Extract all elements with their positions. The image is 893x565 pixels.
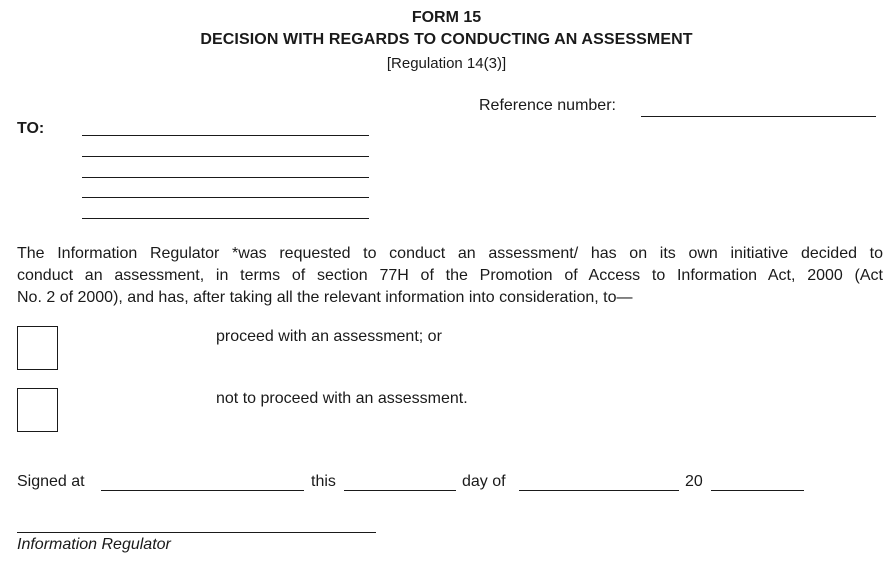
reference-number-field[interactable] [641,116,876,117]
paragraph-line: conduct an assessment, in terms of section 77H of the Promotion of Access to Information Act, 2000 (Act [17,267,883,284]
day-field[interactable] [344,490,456,491]
proceed-option-label: proceed with an assessment; or [216,328,442,345]
not-proceed-option-label: not to proceed with an assessment. [216,390,468,407]
month-field[interactable] [519,490,679,491]
day-of-label: day of [462,473,506,490]
address-line-2[interactable] [82,156,369,157]
signed-at-field[interactable] [101,490,304,491]
this-label: this [311,473,336,490]
form-heading: DECISION WITH REGARDS TO CONDUCTING AN ASSESSMENT [200,31,693,48]
regulator-signature-line[interactable] [17,532,376,533]
address-line-1[interactable] [82,135,369,136]
not-proceed-checkbox[interactable] [17,388,58,432]
regulation-reference: [Regulation 14(3)] [386,55,507,72]
address-line-3[interactable] [82,177,369,178]
year-prefix-label: 20 [685,473,703,490]
paragraph-line: The Information Regulator *was requested to conduct an assessment/ has on its own initiative decided to [17,245,883,262]
form-number: FORM 15 [411,9,482,26]
address-line-4[interactable] [82,197,369,198]
reference-number-label: Reference number: [479,97,616,114]
proceed-checkbox[interactable] [17,326,58,370]
paragraph-line: No. 2 of 2000), and has, after taking all the relevant information into consideration, to— [17,289,633,306]
decision-paragraph [17,243,883,309]
year-field[interactable] [711,490,804,491]
address-line-5[interactable] [82,218,369,219]
regulator-role-label: Information Regulator [17,536,171,553]
signed-at-label: Signed at [17,473,85,490]
to-label: TO: [17,120,45,137]
